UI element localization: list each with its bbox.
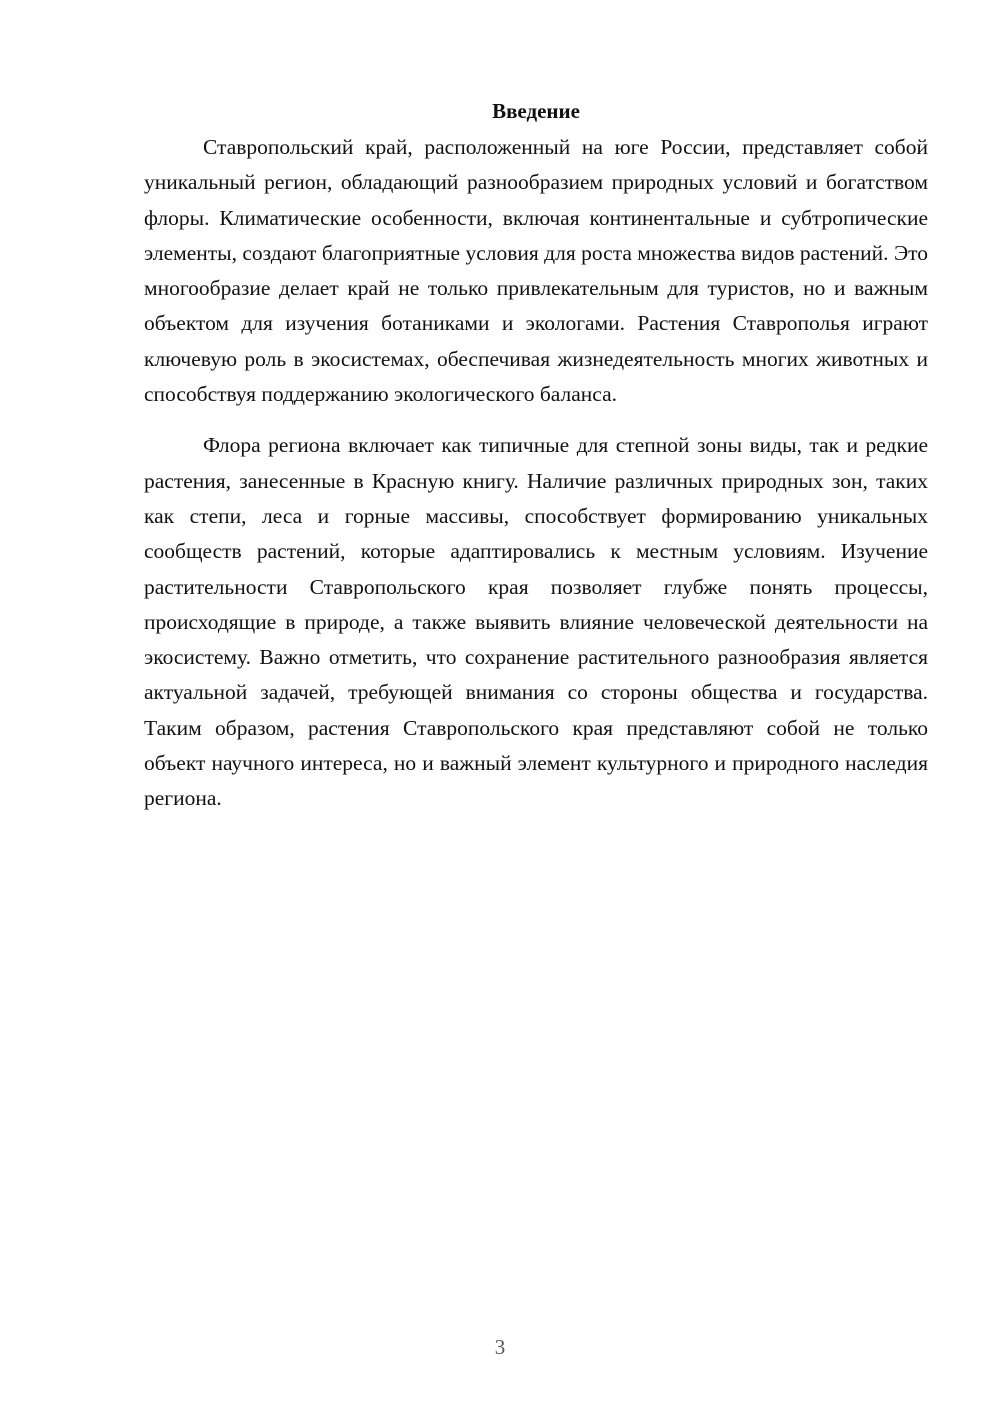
paragraph-2: Флора региона включает как типичные для степной зоны виды, так и редкие растения, занесенные в Красную книгу. Наличие различных природных зон, таких как степи, леса и горные массивы, способствует формированию уникальных сообществ растений, которые адаптировались к местным условиям. Изучение растительности Ставропольского края позволяет глубже понять процессы, происходящие в природе, а также выявить влияние человеческой деятельности на экосистему. Важно отметить, что сохранение растительного разнообразия является актуальной задачей, требующей внимания со стороны общества и государства. Таким образом, растения Ставропольского края представляют собой не только объект научного интереса, но и важный элемент культурного и природного наследия региона. — [144, 433, 928, 811]
paragraph-1: Ставропольский край, расположенный на юге России, представляет собой уникальный регион, обладающий разнообразием природных условий и богатством флоры. Климатические особенности, включая континентальные и субтропические элементы, создают благоприятные условия для роста множества видов растений. Это многообразие делает край не только привлекательным для туристов, но и важным объектом для изучения ботаниками и экологами. Растения Ставрополья играют ключевую роль в экосистемах, обеспечивая жизнедеятельность многих животных и способствуя поддержанию экологического баланса. — [144, 135, 928, 407]
page-number: 3 — [494, 1335, 506, 1359]
page-content — [144, 96, 928, 833]
section-title: Введение — [492, 99, 580, 123]
